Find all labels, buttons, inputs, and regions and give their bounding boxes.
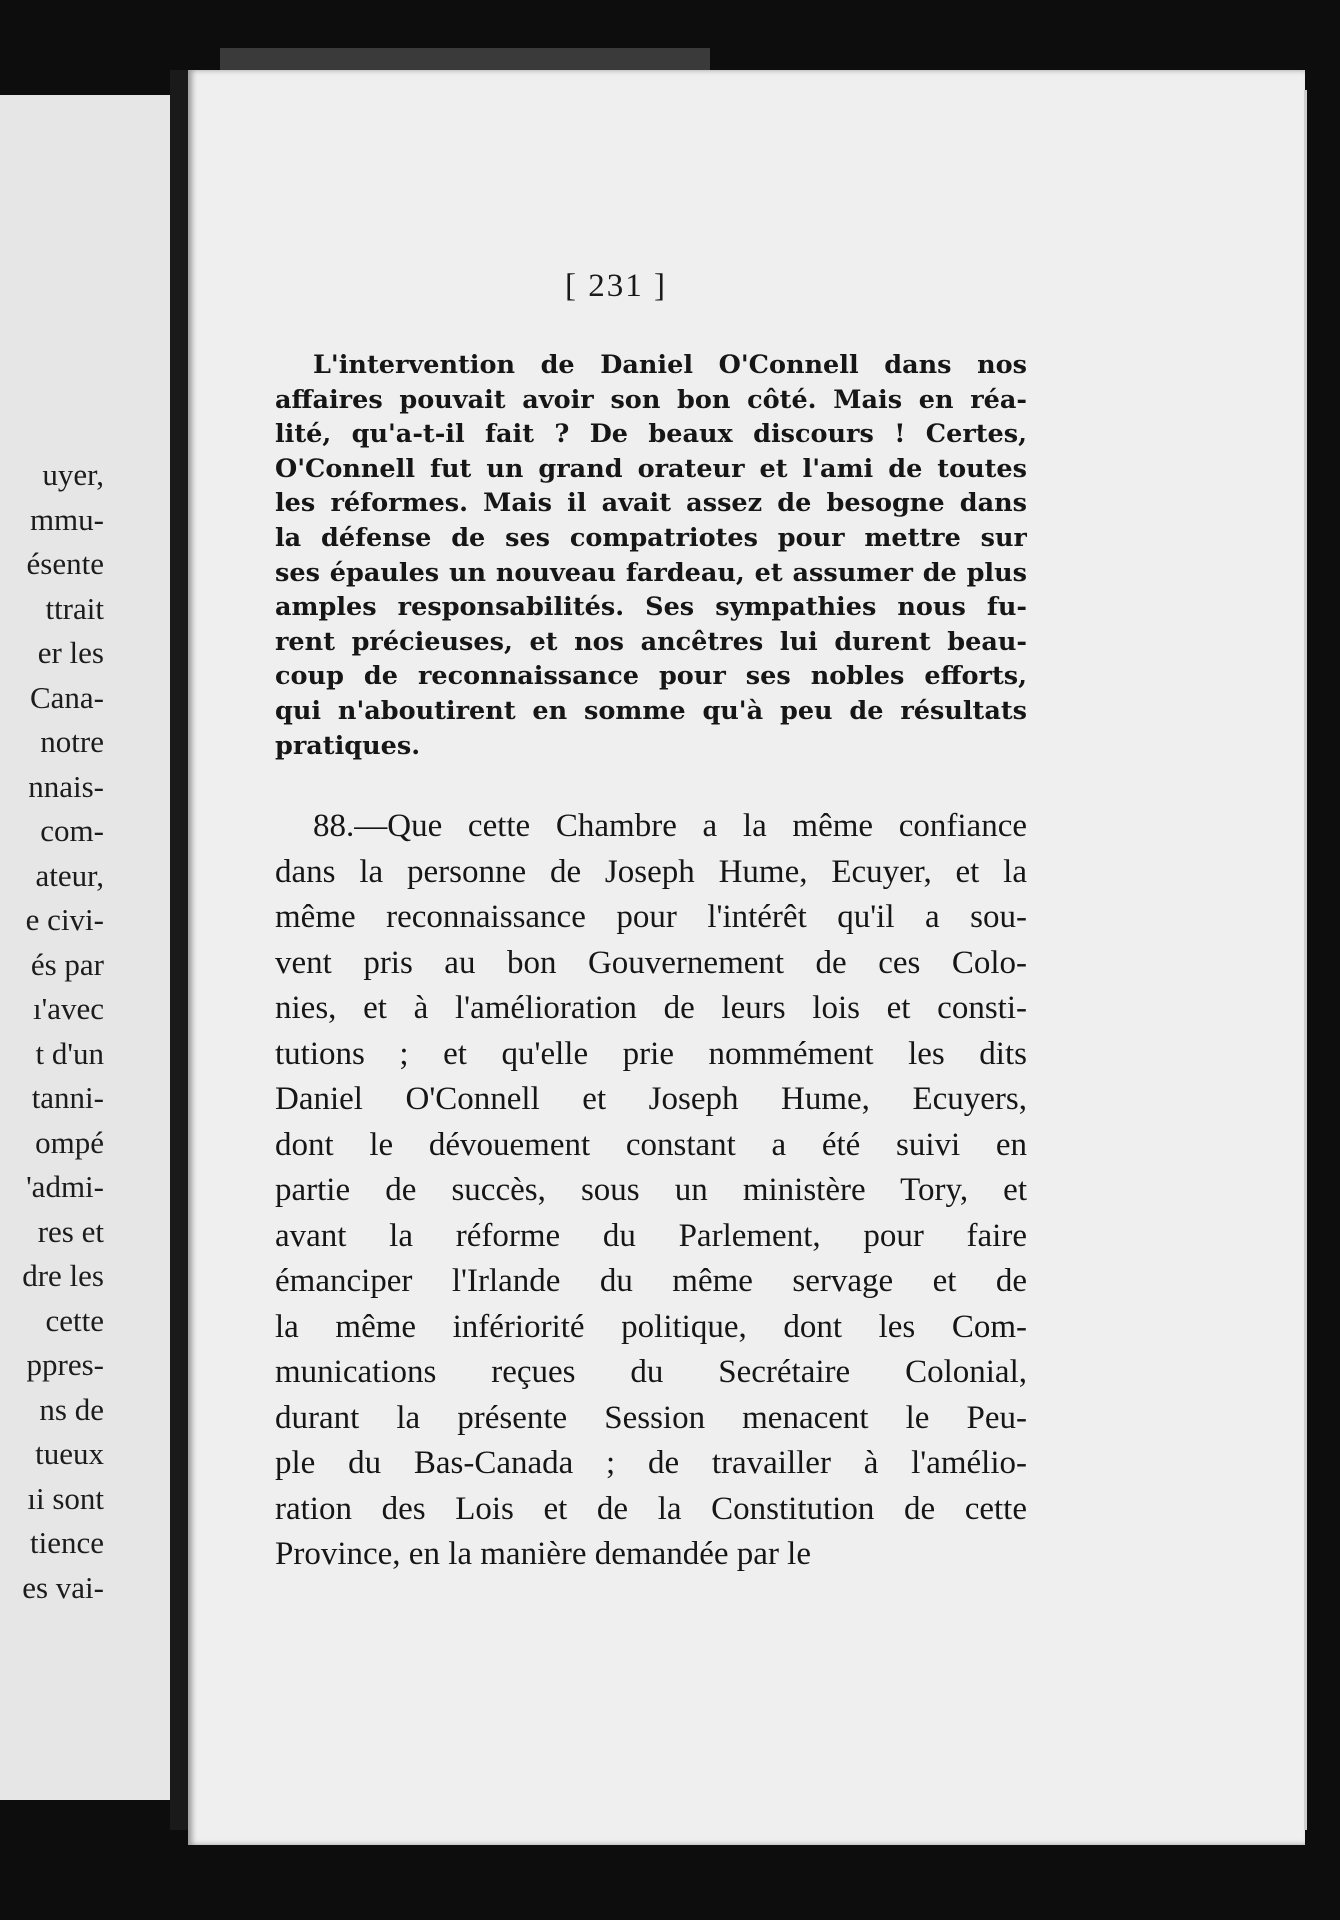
left-page-line: dre les <box>22 1258 104 1293</box>
text-line: munications reçues du Secrétaire Colonial, <box>275 1354 1027 1390</box>
left-page-line: nnais- <box>28 768 104 804</box>
text-line: durant la présente Session menacent le Peu- <box>275 1399 1027 1436</box>
text-line: dont le dévouement constant a été suivi en <box>275 1126 1027 1163</box>
text-line: même reconnaissance pour l'intérêt qu'il a sou- <box>275 899 1027 935</box>
text-line: les réformes. Mais il avait assez de besogne dans <box>275 488 1027 519</box>
text-line: coup de reconnaissance pour ses nobles efforts, <box>275 661 1027 692</box>
left-page-line: res et <box>37 1213 104 1249</box>
left-page-line: ı'avec <box>33 991 104 1026</box>
text-line: la défense de ses compatriotes pour mettre sur <box>275 522 1027 553</box>
text-line: O'Connell fut un grand orateur et l'ami de toutes <box>275 453 1027 484</box>
book-gutter <box>170 70 190 1830</box>
paragraph-resolution-88 <box>275 804 1027 1578</box>
text-line: affaires pouvait avoir son bon côté. Mais en réa- <box>275 384 1027 415</box>
text-line: rent précieuses, et nos ancêtres lui durent beau- <box>275 626 1027 657</box>
left-page-line: Cana- <box>29 679 104 715</box>
left-page-line: cette <box>45 1302 104 1338</box>
left-page-line: ıi sont <box>27 1480 104 1516</box>
left-page-line: és par <box>30 946 104 982</box>
text-line: tutions ; et qu'elle prie nommément les dits <box>275 1035 1027 1072</box>
left-page-line: com- <box>40 813 104 848</box>
left-page-line: tience <box>29 1525 104 1560</box>
text-line: qui n'aboutirent en somme qu'à peu de résultats <box>275 695 1027 726</box>
text-line: Daniel O'Connell et Joseph Hume, Ecuyers, <box>275 1081 1027 1117</box>
text-line: vent pris au bon Gouvernement de ces Colo- <box>275 944 1027 981</box>
text-line: partie de succès, sous un ministère Tory, et <box>275 1172 1027 1208</box>
text-line: ple du Bas-Canada ; de travailler à l'amélio- <box>275 1445 1027 1481</box>
left-page-line: tanni- <box>31 1080 104 1115</box>
left-page-line: ppres- <box>26 1347 104 1382</box>
text-line: avant la réforme du Parlement, pour faire <box>275 1217 1027 1254</box>
left-page-line: mmu- <box>29 501 104 537</box>
left-page-line: e civi- <box>25 902 104 937</box>
text-line: amples responsabilités. Ses sympathies nous fu- <box>275 592 1027 623</box>
text-line: L'intervention de Daniel O'Connell dans nos <box>313 350 1027 380</box>
text-line: la même infériorité politique, dont les Com- <box>275 1308 1027 1345</box>
text-line: dans la personne de Joseph Hume, Ecuyer, et la <box>275 853 1027 890</box>
text-line: émanciper l'Irlande du même servage et de <box>275 1263 1027 1299</box>
page-number: [ 231 ] <box>565 268 667 304</box>
left-page-line: notre <box>40 724 104 759</box>
left-page-line: ateur, <box>35 857 104 893</box>
left-facing-page <box>0 95 173 1800</box>
left-page-line: er les <box>37 635 104 670</box>
text-line: Province, en la manière demandée par le <box>275 1536 811 1572</box>
text-line: lité, qu'a-t-il fait ? De beaux discours ! Certes, <box>275 419 1027 450</box>
left-page-line: ns de <box>39 1391 104 1427</box>
paragraph-commentary <box>275 348 1027 763</box>
left-page-line: 'admi- <box>26 1169 104 1204</box>
left-page-line: tueux <box>35 1436 104 1471</box>
page-edge <box>1304 90 1307 1830</box>
left-page-line: uyer, <box>42 457 104 492</box>
text-line: ses épaules un nouveau fardeau, et assumer de plus <box>275 557 1027 588</box>
left-page-line: es vai- <box>22 1569 104 1605</box>
text-line: pratiques. <box>275 730 421 761</box>
left-page-line: ttrait <box>45 590 104 626</box>
left-page-line: t d'un <box>35 1035 104 1071</box>
left-page-line: ompé <box>35 1124 104 1160</box>
left-page-line: ésente <box>26 546 104 581</box>
left-page-text <box>0 453 104 1610</box>
text-line: 88.—Que cette Chambre a la même confiance <box>313 808 1027 844</box>
text-line: nies, et à l'amélioration de leurs lois et consti- <box>275 990 1027 1026</box>
text-line: ration des Lois et de la Constitution de cette <box>275 1490 1027 1527</box>
